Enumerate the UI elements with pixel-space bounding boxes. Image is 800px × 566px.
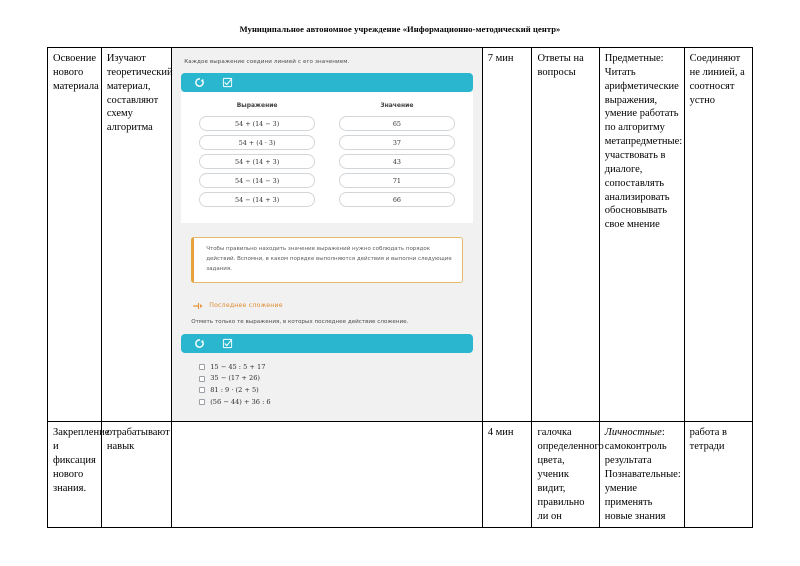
learning-widget [172,48,482,421]
checkbox-icon[interactable] [199,399,205,405]
student-activity-text: Изучают теоретический материал, составляют схему алгоритма [106,53,173,134]
checkbox-icon[interactable] [199,364,205,370]
stage-text: Освоение нового материала [53,53,99,92]
expression-pill[interactable]: 54 − (14 − 3) [199,173,315,188]
hint-callout [191,237,463,283]
cell-notes [684,48,752,422]
value-pill[interactable]: 66 [339,192,455,207]
option-label: 35 − (17 + 26) [210,374,260,383]
table-row [48,422,753,528]
option-label: 81 : 9 · (2 + 5) [210,385,259,394]
lesson-plan-table [47,47,753,528]
list-item[interactable] [199,386,473,395]
widget-instruction: Каждое выражение соедини линией с его значением. [184,59,350,65]
results-text: Предметные: Читать арифметические выражения, умение работать по алгоритму метапредметные: участвовать в диалоге, сопоставлять анализировать обосновывать свое мнение [604,53,683,231]
control-text: Ответы на вопросы [537,53,584,78]
expressions-header: Выражение [236,102,278,110]
stage-text: Закрепление и фиксация нового знания. [53,427,110,494]
time-text: 4 мин [487,427,514,439]
list-item[interactable] [199,374,473,383]
checkbox-icon[interactable] [199,387,205,393]
expression-pill[interactable]: 54 + (14 − 3) [199,116,315,131]
widget-toolbar-top[interactable] [181,73,473,92]
cell-interactive-task [172,422,483,528]
cell-notes [684,422,752,528]
checkbox-list [199,363,473,407]
list-item[interactable] [199,363,473,372]
section-instruction: Отметь только те выражения, в которых последнее действие сложение. [191,319,409,326]
check-box-icon[interactable] [221,76,234,89]
values-column [339,102,455,211]
notes-text: Соединяют не линией, а соотносят устно [689,53,745,106]
value-pill[interactable]: 71 [339,173,455,188]
cell-interactive-task [172,48,483,422]
section-title: Последнее сложение [209,301,283,309]
student-activity-text: отрабатывают навык [106,427,170,453]
check-box-icon[interactable] [221,337,234,350]
option-label: (56 − 44) + 36 : 6 [210,397,271,406]
cell-control [532,48,599,422]
option-label: 15 − 45 : 5 + 17 [210,362,266,371]
page-title: Муниципальное автономное учреждение «Информационно-методический центр» [239,24,561,34]
arrow-marker-icon [191,299,204,312]
cell-student-activity [101,422,171,528]
expression-pill[interactable]: 54 + (4 · 3) [199,135,315,150]
results-lead: Личностные [604,427,662,439]
cell-stage [48,48,102,422]
value-pill[interactable]: 43 [339,154,455,169]
section-header [191,299,473,312]
notes-text: работа в тетради [689,427,727,453]
refresh-icon[interactable] [193,76,206,89]
list-item[interactable] [199,398,473,407]
values-header: Значение [380,102,414,110]
cell-results [599,422,684,528]
widget-toolbar-bottom[interactable] [181,334,473,353]
cell-control [532,422,604,528]
value-pill[interactable]: 65 [339,116,455,131]
control-text: галочка определенного цвета, ученик видит, правильно ли он [537,427,604,522]
cell-time [482,422,532,528]
value-pill[interactable]: 37 [339,135,455,150]
expression-pill[interactable]: 54 + (14 + 3) [199,154,315,169]
refresh-icon[interactable] [193,337,206,350]
expressions-column [199,102,315,211]
results-text: : самоконтроль результата Познавательные: умение применять новые знания [604,427,681,522]
cell-stage [48,422,110,528]
cell-time [482,48,532,422]
time-text: 7 мин [487,53,514,64]
table-row [48,48,753,422]
checkbox-icon[interactable] [199,376,205,382]
hint-text: Чтобы правильно находить значение выражений нужно соблюдать порядок действий. Вспомни, в каком порядке выполняются действия и выполни следующие задания. [206,246,452,272]
matching-exercise [181,92,473,223]
expression-pill[interactable]: 54 − (14 + 3) [199,192,315,207]
cell-results [599,48,684,422]
cell-student-activity [101,48,171,422]
